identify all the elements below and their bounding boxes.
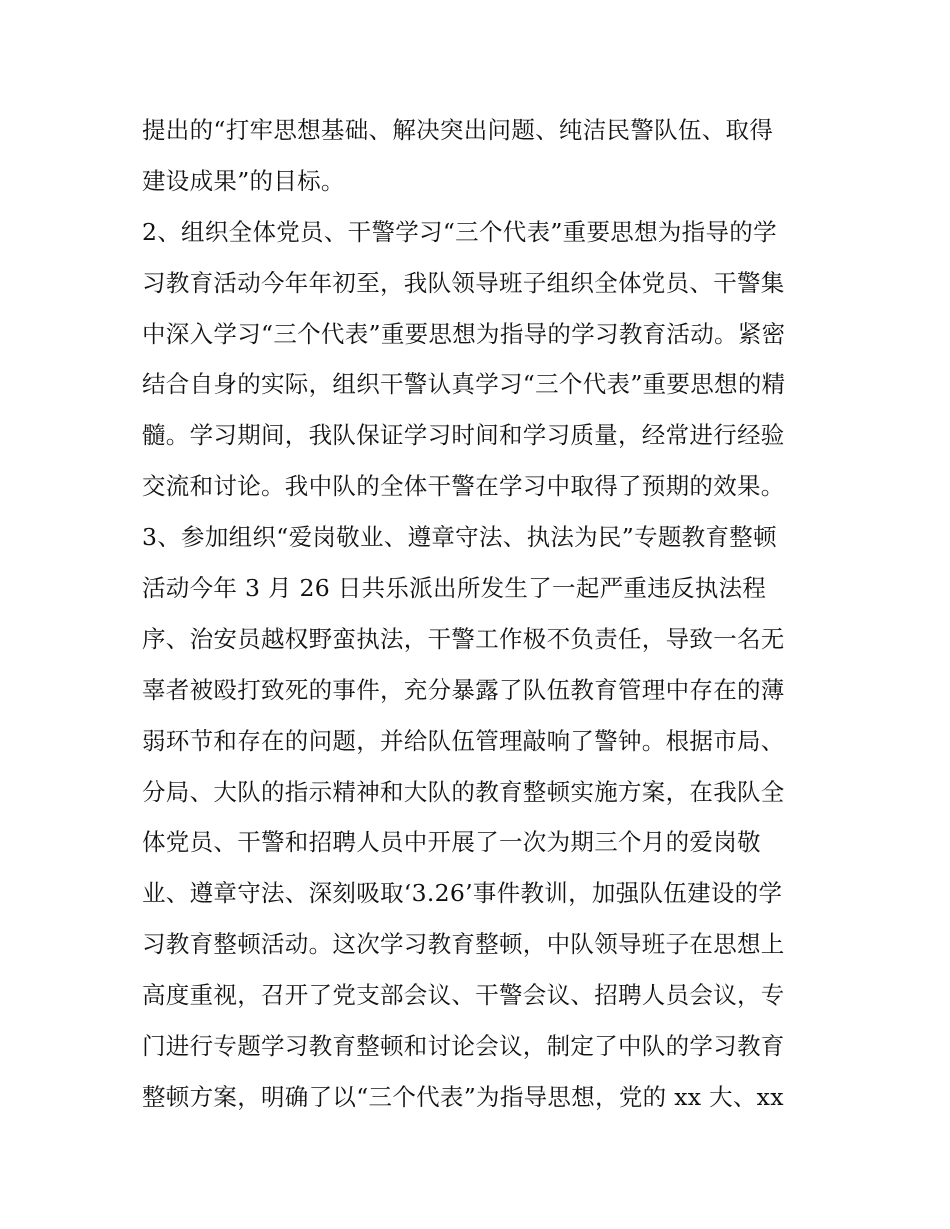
text-line: 3、参加组织“爱岗敬业、遵章守法、执法为民”专题教育整顿	[142, 523, 777, 552]
text-line: 髓。学习期间，我队保证学习时间和学习质量，经常进行经验	[142, 421, 785, 450]
text-line: 体党员、干警和招聘人员中开展了一次为期三个月的爱岗敬	[142, 828, 761, 857]
text-line: 结合自身的实际，组织干警认真学习“三个代表”重要思想的精	[142, 370, 786, 399]
body-text	[142, 105, 822, 1123]
text-line: 辜者被殴打致死的事件，充分暴露了队伍教育管理中存在的薄	[142, 675, 785, 704]
text-line: 分局、大队的指示精神和大队的教育整顿实施方案，在我队全	[142, 777, 785, 806]
text-line: 2、组织全体党员、干警学习“三个代表”重要思想为指导的学	[142, 217, 777, 246]
text-line: 整顿方案，明确了以“三个代表”为指导思想，党的 xx 大、xx	[142, 1082, 784, 1111]
text-line: 建设成果”的目标。	[142, 166, 345, 195]
text-line: 弱环节和存在的问题，并给队伍管理敲响了警钟。根据市局、	[142, 726, 785, 755]
text-line: 门进行专题学习教育整顿和讨论会议，制定了中队的学习教育	[142, 1032, 785, 1061]
text-line: 中深入学习“三个代表”重要思想为指导的学习教育活动。紧密	[142, 319, 786, 348]
text-line: 交流和讨论。我中队的全体干警在学习中取得了预期的效果。	[142, 472, 785, 501]
text-line: 习教育整顿活动。这次学习教育整顿，中队领导班子在思想上	[142, 930, 785, 959]
text-line: 序、治安员越权野蛮执法，干警工作极不负责任，导致一名无	[142, 624, 785, 653]
text-line: 业、遵章守法、深刻吸取‘3.26’事件教训，加强队伍建设的学	[142, 879, 783, 908]
text-line: 活动今年 3 月 26 日共乐派出所发生了一起严重违反执法程	[142, 574, 767, 603]
text-line: 高度重视，召开了党支部会议、干警会议、招聘人员会议，专	[142, 981, 785, 1010]
text-line: 提出的“打牢思想基础、解决突出问题、纯洁民警队伍、取得	[142, 116, 774, 144]
text-line: 习教育活动今年年初至，我队领导班子组织全体党员、干警集	[142, 268, 785, 297]
